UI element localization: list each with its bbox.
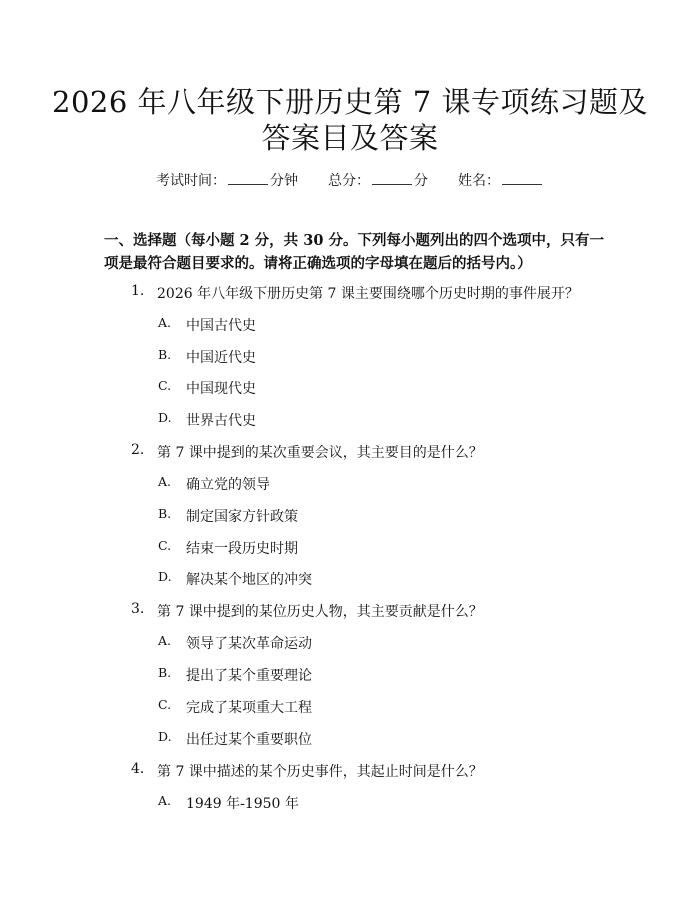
- exam-time-blank[interactable]: [228, 170, 268, 185]
- option-letter: D.: [158, 729, 172, 744]
- question-2-option-d[interactable]: [158, 569, 312, 589]
- question-3: [131, 601, 483, 621]
- option-text: 中国古代史: [186, 318, 256, 334]
- question-1: [131, 283, 579, 303]
- option-text: 提出了某个重要理论: [186, 668, 312, 684]
- question-2-option-b[interactable]: [158, 506, 298, 526]
- question-number: 3.: [131, 601, 145, 617]
- question-2-option-a[interactable]: [158, 474, 270, 494]
- option-letter: A.: [158, 633, 172, 648]
- question-text: 2026 年八年级下册历史第 7 课主要围绕哪个历史时期的事件展开？: [157, 286, 579, 302]
- question-text: 第 7 课中提到的某位历史人物，其主要贡献是什么？: [157, 604, 483, 620]
- question-3-option-d[interactable]: [158, 729, 312, 749]
- question-4-option-a[interactable]: [158, 793, 299, 813]
- question-1-option-a[interactable]: [158, 315, 256, 335]
- option-letter: D.: [158, 410, 172, 425]
- question-3-option-c[interactable]: [158, 697, 312, 717]
- exam-time-unit: 分钟: [270, 173, 298, 189]
- option-text: 中国现代史: [186, 381, 256, 397]
- total-score-field: [328, 170, 428, 190]
- option-text: 出任过某个重要职位: [186, 732, 312, 748]
- question-text: 第 7 课中提到的某次重要会议，其主要目的是什么？: [157, 445, 483, 461]
- total-score-unit: 分: [414, 173, 428, 189]
- option-text: 解决某个地区的冲突: [186, 572, 312, 588]
- exam-time-label: 考试时间：: [156, 173, 226, 189]
- question-1-option-d[interactable]: [158, 410, 256, 430]
- section-heading-multiple-choice: 一、选择题（每小题 2 分，共 30 分。下列每小题列出的四个选项中，只有一项是最符合题目要求的。请将正确选项的字母填在题后的括号内。）: [104, 232, 604, 272]
- question-3-option-a[interactable]: [158, 633, 312, 653]
- question-text: 第 7 课中描述的某个历史事件，其起止时间是什么？: [157, 764, 483, 780]
- option-text: 确立党的领导: [186, 477, 270, 493]
- document-title-line-1: 2026 年八年级下册历史第 7 课专项练习题及: [52, 85, 648, 119]
- student-name-label: 姓名：: [458, 173, 500, 189]
- total-score-blank[interactable]: [372, 170, 412, 185]
- student-name-field: [458, 170, 544, 190]
- question-number: 2.: [131, 442, 145, 458]
- option-text: 结束一段历史时期: [186, 541, 298, 557]
- option-letter: A.: [158, 793, 172, 808]
- question-4: [131, 761, 483, 781]
- option-letter: A.: [158, 315, 172, 330]
- question-1-option-c[interactable]: [158, 378, 256, 398]
- question-number: 4.: [131, 761, 145, 777]
- option-letter: C.: [158, 538, 172, 553]
- question-3-option-b[interactable]: [158, 665, 312, 685]
- option-letter: A.: [158, 474, 172, 489]
- option-text: 1949 年-1950 年: [186, 796, 299, 812]
- option-letter: D.: [158, 569, 172, 584]
- question-2: [131, 442, 483, 462]
- student-name-blank[interactable]: [502, 170, 542, 185]
- option-letter: B.: [158, 506, 172, 521]
- option-letter: C.: [158, 697, 172, 712]
- option-letter: B.: [158, 347, 172, 362]
- exam-info-bar: [0, 170, 700, 190]
- option-text: 完成了某项重大工程: [186, 700, 312, 716]
- question-1-option-b[interactable]: [158, 347, 256, 367]
- exam-time-field: [156, 170, 298, 190]
- question-2-option-c[interactable]: [158, 538, 298, 558]
- option-letter: C.: [158, 378, 172, 393]
- option-text: 制定国家方针政策: [186, 509, 298, 525]
- option-text: 领导了某次革命运动: [186, 636, 312, 652]
- option-text: 世界古代史: [186, 413, 256, 429]
- option-letter: B.: [158, 665, 172, 680]
- question-number: 1.: [131, 283, 145, 299]
- total-score-label: 总分：: [328, 173, 370, 189]
- document-title-line-2: 答案目及答案: [261, 121, 439, 155]
- option-text: 中国近代史: [186, 350, 256, 366]
